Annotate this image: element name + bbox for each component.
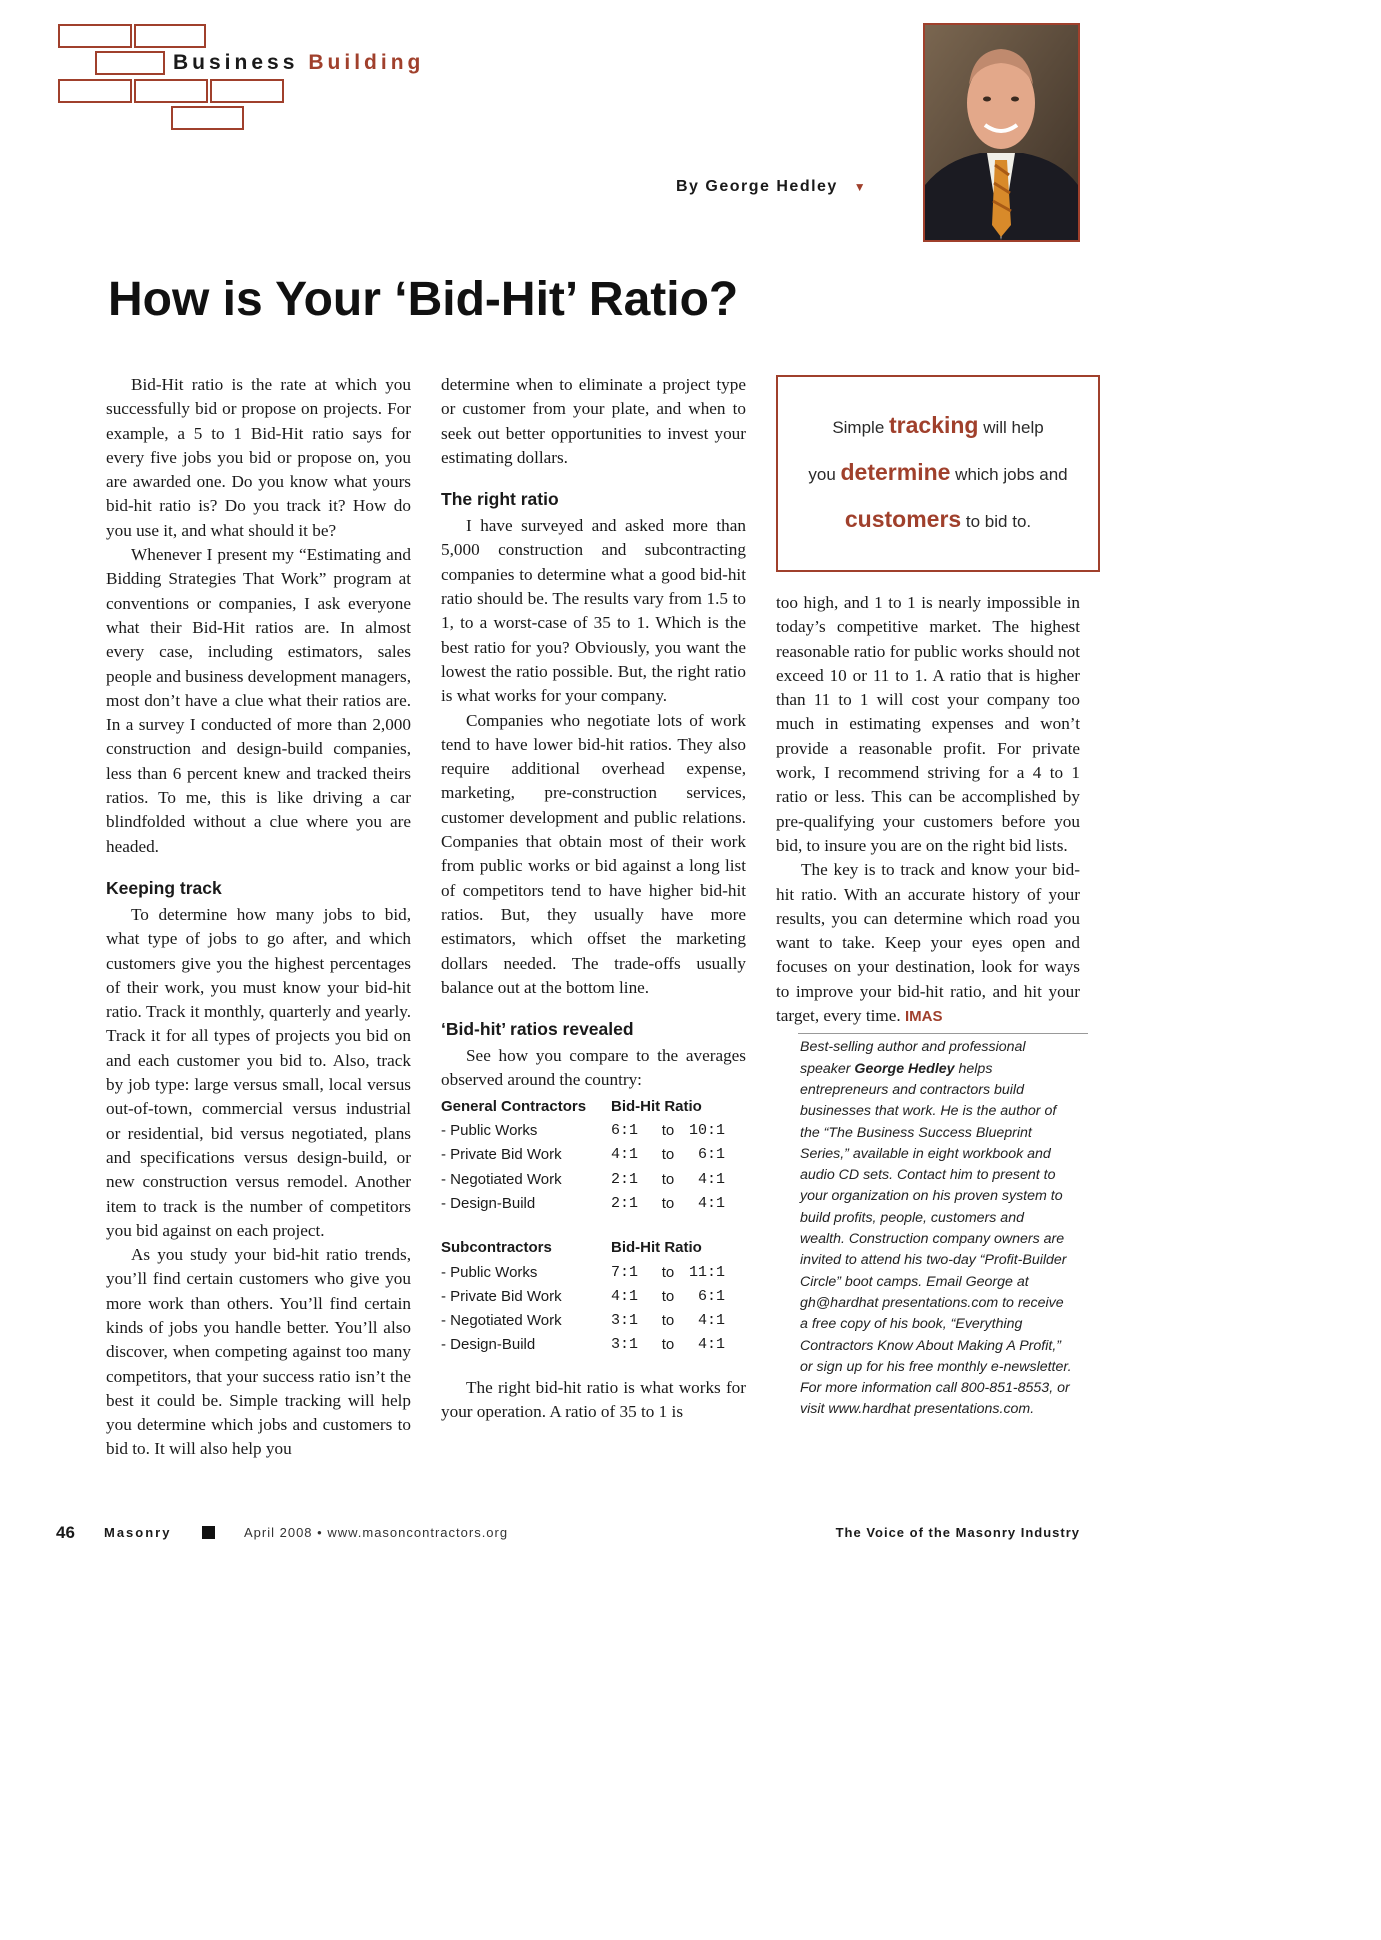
brick bbox=[134, 79, 208, 103]
pull-quote-text: to bid to. bbox=[961, 512, 1032, 531]
paragraph: The right bid-hit ratio is what works for your operation. A ratio of 35 to 1 is bbox=[441, 1377, 746, 1421]
subheading-keeping-track: Keeping track bbox=[106, 877, 222, 898]
ratio-high: 11:1 bbox=[688, 1263, 725, 1281]
brick bbox=[58, 79, 132, 103]
ratio-to: to bbox=[661, 1122, 675, 1140]
author-photo bbox=[923, 23, 1080, 242]
paragraph-text: The key is to track and know your bid-hit ratio. With an accurate history of your results, you can determine which road you want to take. Keep your eyes open and focuses on your destination, look for ways to improve your bid-hit ratio, and hit your target, every time. bbox=[776, 860, 1080, 1026]
brick bbox=[210, 79, 284, 103]
ratio-to: to bbox=[661, 1287, 675, 1305]
table-row bbox=[441, 1168, 725, 1192]
general-contractors-table bbox=[441, 1095, 725, 1216]
paragraph: Companies who negotiate lots of work tend to have lower bid-hit ratios. They also require additional overhead expense, marketing, pre-construction services, customer development and public relations. Companies that obtain most of their work from public works or bid against a long list of competitors tend to have higher bid-hit ratios. But, they usually have more estimators, which offset the marketing dollars needed. The trade-offs usually balance out at the bottom line. bbox=[441, 710, 746, 997]
paragraph: To determine how many jobs to bid, what type of jobs to go after, and which customers give you the highest percentages of their work, you must know your bid-hit ratio. Track it monthly, quarterly and yearly. Track it for all types of projects you bid on and each customer you bid to. Also, track by job type: large versus small, local versus out-of-town, commercial versus industrial or residential, bid versus negotiated, plans and specifications versus design-build, or new construction versus remodel. Another item to track is the number of competitors you bid against on each project. bbox=[106, 904, 411, 1240]
row-label: - Private Bid Work bbox=[441, 1146, 562, 1164]
ratio-to: to bbox=[661, 1263, 675, 1281]
table-row bbox=[441, 1309, 725, 1333]
paragraph bbox=[776, 858, 1080, 1029]
page-number: 46 bbox=[56, 1523, 75, 1542]
paragraph: I have surveyed and asked more than 5,000 construction and subcontracting companies to determine what a good bid-hit ratio should be. The results vary from 1.5 to 1, to a worst-case of 35 to 1. Which is the best ratio for you? Obviously, you want the lowest the ratio possible. But, the right ratio is what works for your company. bbox=[441, 516, 746, 706]
article-column-3 bbox=[776, 591, 1080, 1421]
ratio-to: to bbox=[661, 1170, 675, 1188]
brick bbox=[171, 106, 244, 130]
ratio-high: 4:1 bbox=[697, 1170, 725, 1188]
pull-quote-keyword: determine bbox=[840, 459, 951, 485]
row-label: - Negotiated Work bbox=[441, 1170, 562, 1188]
author-portrait-icon bbox=[925, 25, 1078, 240]
table-header: Bid-Hit Ratio bbox=[611, 1239, 702, 1257]
ratio-low: 2:1 bbox=[611, 1170, 639, 1188]
pull-quote-line bbox=[778, 403, 1098, 450]
ratio-to: to bbox=[661, 1336, 675, 1354]
paragraph: As you study your bid-hit ratio trends, you’ll find certain customers who give you more work than others. You’ll find certain kinds of jobs you handle better. You’ll also discover, when competing against too many competitors, that your success ratio isn’t the best it could be. Simple tracking will help you determine which jobs and customers to bid to. It will also help you bbox=[106, 1245, 411, 1459]
pull-quote-text: Simple bbox=[832, 418, 889, 437]
table-header-row bbox=[441, 1095, 725, 1119]
ratio-low: 7:1 bbox=[611, 1263, 639, 1281]
row-label: - Design-Build bbox=[441, 1336, 536, 1354]
brick bbox=[134, 24, 206, 48]
pull-quote-keyword: tracking bbox=[889, 412, 979, 438]
bio-text: Best-selling author and professional speaker bbox=[800, 1039, 1026, 1077]
ratio-low: 3:1 bbox=[611, 1312, 639, 1330]
table-row bbox=[441, 1333, 725, 1357]
ratio-low: 2:1 bbox=[611, 1194, 639, 1212]
ratio-to: to bbox=[661, 1146, 675, 1164]
section-word-business: Business bbox=[173, 51, 299, 74]
page-footer bbox=[56, 1523, 1080, 1543]
bio-text: helps entrepreneurs and contractors build businesses that work. He is the author of the “The Business Success Blueprint Series,” available in eight workbook and audio CD sets. Contact him to present to your organization on his proven system to build profits, people, customers and wealth. Construction company owners are invited to attend his two-day “Profit-Builder Circle” boot camps. Email George at gh@hardhat presentations.com to receive a free copy of his book, “Everything Contractors Know About Making A Profit,” or sign up for his free monthly e-newsletter. For more information call 800-851-8553, or visit www.hardhat presentations.com. bbox=[800, 1060, 1072, 1418]
article-column-2 bbox=[441, 373, 746, 1424]
divider bbox=[798, 1033, 1088, 1034]
headline: How is Your ‘Bid-Hit’ Ratio? bbox=[108, 273, 739, 326]
pull-quote-text: you bbox=[808, 465, 841, 484]
row-label: - Negotiated Work bbox=[441, 1312, 562, 1330]
pull-quote-text: which jobs and bbox=[950, 465, 1068, 484]
byline bbox=[676, 178, 867, 196]
pull-quote bbox=[776, 375, 1100, 572]
table-row bbox=[441, 1285, 725, 1309]
ratio-low: 4:1 bbox=[611, 1146, 639, 1164]
paragraph: Whenever I present my “Estimating and Bidding Strategies That Work” program at conventions or companies, I ask everyone what their Bid-Hit ratios are. In almost every case, including estimators, sales people and business development managers, most don’t have a clue what their ratios are. In a survey I conducted of more than 2,000 construction and design-build companies, less than 6 percent knew and tracked theirs ratios. To me, this is like driving a car blindfolded without a clue where you are headed. bbox=[106, 545, 411, 856]
article-column-1 bbox=[106, 373, 411, 1462]
table-header: Subcontractors bbox=[441, 1239, 552, 1257]
table-header-row bbox=[441, 1236, 725, 1260]
subcontractors-table bbox=[441, 1236, 725, 1357]
paragraph: determine when to eliminate a project type or customer from your plate, and when to seek out better opportunities to invest your estimating dollars. bbox=[441, 375, 746, 467]
byline-text: By George Hedley bbox=[676, 178, 838, 195]
row-label: - Private Bid Work bbox=[441, 1287, 562, 1305]
subheading-right-ratio: The right ratio bbox=[441, 489, 559, 510]
issue-date-url: April 2008 • www.masoncontractors.org bbox=[244, 1525, 509, 1540]
ratio-high: 4:1 bbox=[697, 1312, 725, 1330]
table-row bbox=[441, 1143, 725, 1167]
ratio-to: to bbox=[661, 1194, 675, 1212]
imas-end-mark: IMAS bbox=[905, 1008, 943, 1026]
pull-quote-text: will help bbox=[978, 418, 1044, 437]
ratio-high: 10:1 bbox=[688, 1122, 725, 1140]
row-label: - Design-Build bbox=[441, 1194, 536, 1212]
section-title bbox=[173, 51, 424, 75]
chevron-down-icon: ▼ bbox=[853, 180, 868, 194]
ratio-high: 4:1 bbox=[697, 1336, 725, 1354]
ratio-high: 6:1 bbox=[697, 1287, 725, 1305]
magazine-name: Masonry bbox=[104, 1525, 172, 1540]
pull-quote-keyword: customers bbox=[844, 506, 962, 532]
pull-quote-line bbox=[778, 497, 1098, 544]
ratio-low: 4:1 bbox=[611, 1287, 639, 1305]
ratio-high: 6:1 bbox=[697, 1146, 725, 1164]
section-word-building: Building bbox=[308, 51, 425, 74]
footer-tagline: The Voice of the Masonry Industry bbox=[835, 1525, 1080, 1540]
ratio-low: 3:1 bbox=[611, 1336, 639, 1354]
row-label: - Public Works bbox=[441, 1122, 538, 1140]
ratio-to: to bbox=[661, 1312, 675, 1330]
author-bio bbox=[776, 1037, 1072, 1420]
pull-quote-line bbox=[778, 450, 1098, 497]
paragraph: too high, and 1 to 1 is nearly impossible in today’s competitive market. The highest reasonable ratio for public works should not exceed 10 or 11 to 1. A ratio that is higher than 11 to 1 will cost your company too much in estimating expenses and won’t provide a reasonable profit. For private work, I recommend striving for a 4 to 1 ratio or less. This can be accomplished by pre-qualifying your customers before you bid, to insure you are on the right bid lists. bbox=[776, 593, 1080, 855]
ratio-high: 4:1 bbox=[697, 1194, 725, 1212]
bio-author-name: George Hedley bbox=[854, 1060, 955, 1077]
paragraph: Bid-Hit ratio is the rate at which you successfully bid or propose on projects. For example, a 5 to 1 Bid-Hit ratio says for every five jobs you bid or propose on, you are awarded one. Do you know what yours bid-hit ratio is? Do you track it? How do you use it, and what should it be? bbox=[106, 375, 411, 540]
row-label: - Public Works bbox=[441, 1263, 538, 1281]
footer-square-icon bbox=[202, 1526, 215, 1539]
table-row bbox=[441, 1119, 725, 1143]
brick bbox=[58, 24, 132, 48]
table-header: General Contractors bbox=[441, 1097, 587, 1115]
brick bbox=[95, 51, 165, 75]
ratio-low: 6:1 bbox=[611, 1122, 639, 1140]
paragraph: See how you compare to the averages observed around the country: bbox=[441, 1046, 746, 1090]
table-row bbox=[441, 1261, 725, 1285]
subheading-ratios-revealed: ‘Bid-hit’ ratios revealed bbox=[441, 1019, 634, 1040]
table-row bbox=[441, 1192, 725, 1216]
table-header: Bid-Hit Ratio bbox=[611, 1097, 702, 1115]
